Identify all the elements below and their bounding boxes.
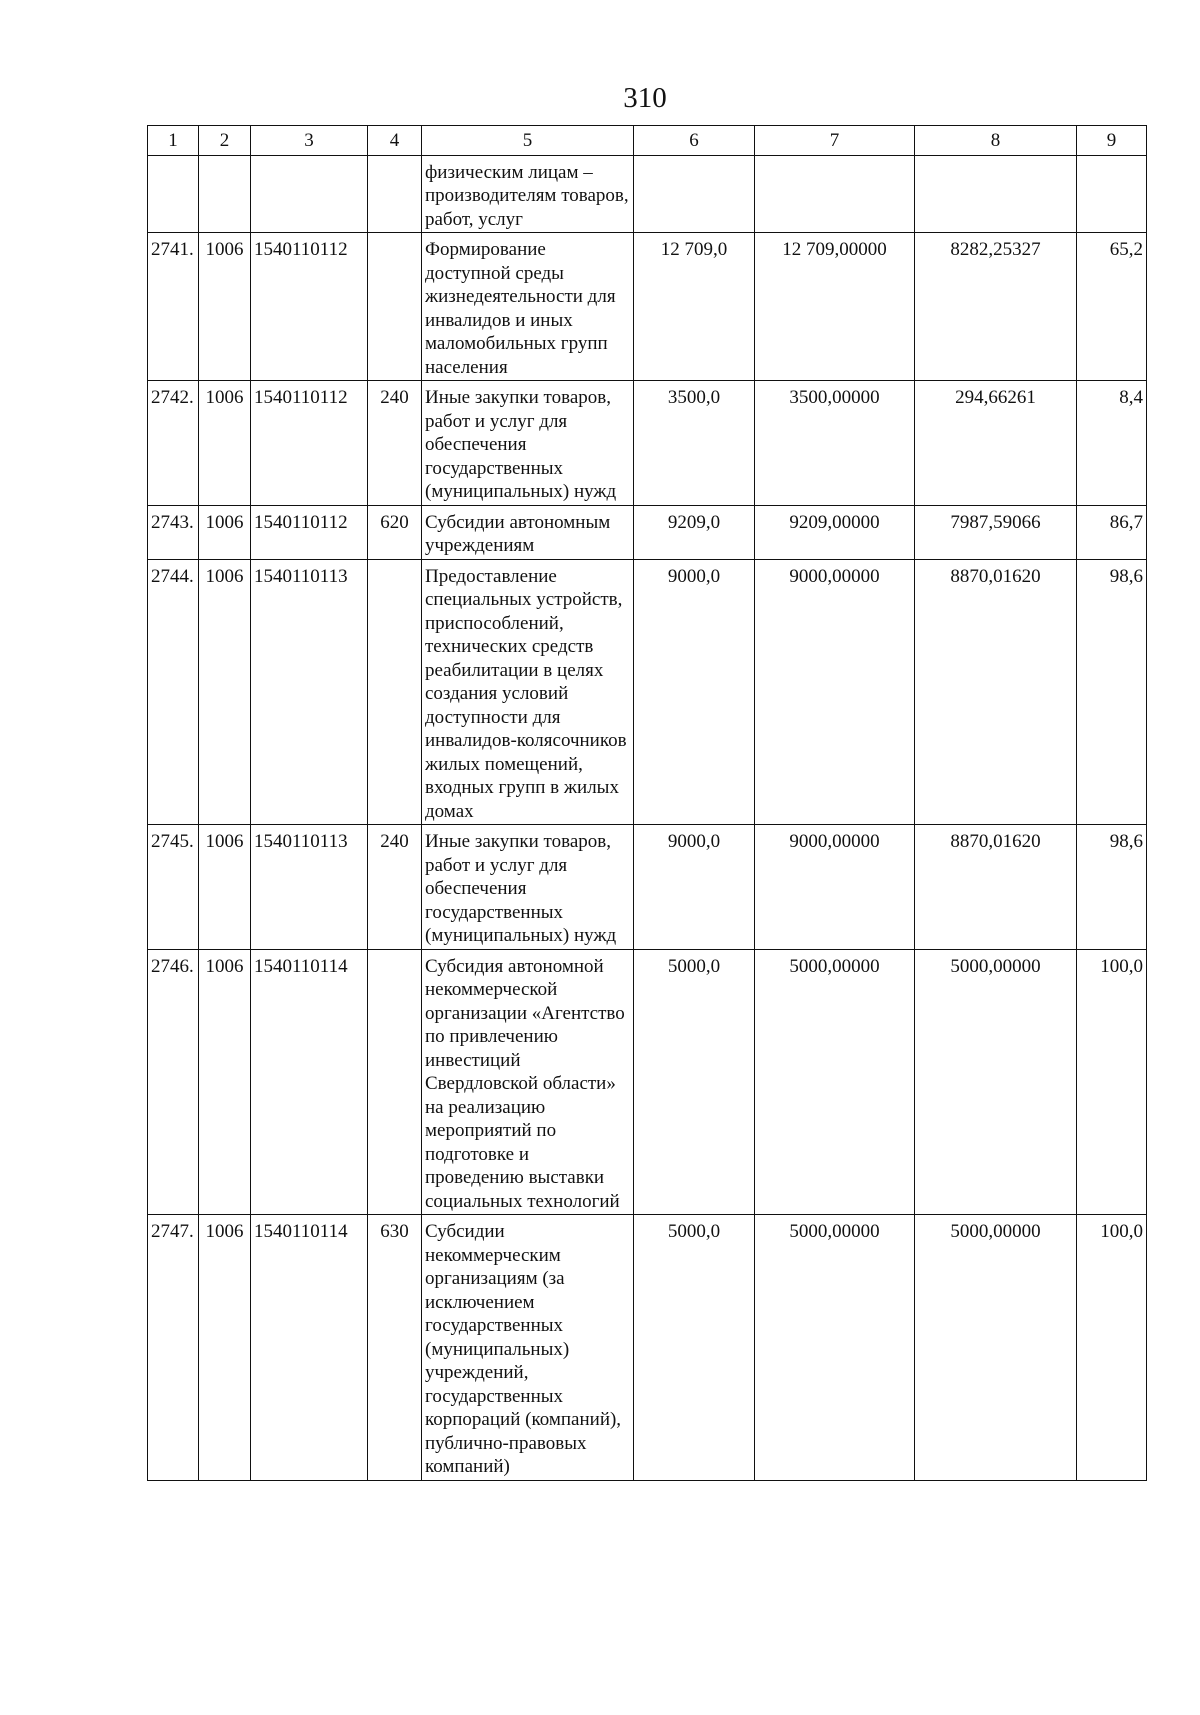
value-col-7: 5000,00000 [755, 949, 915, 1215]
value-col-8: 8870,01620 [915, 559, 1077, 825]
target-article-code: 1540110112 [251, 505, 368, 559]
target-article-code: 1540110113 [251, 825, 368, 950]
header-col-2: 2 [199, 126, 251, 156]
table-row [148, 155, 1147, 233]
header-col-3: 3 [251, 126, 368, 156]
header-col-6: 6 [634, 126, 755, 156]
value-col-7 [755, 155, 915, 233]
header-col-8: 8 [915, 126, 1077, 156]
value-col-8: 5000,00000 [915, 1215, 1077, 1481]
value-col-7: 9000,00000 [755, 825, 915, 950]
percent-col-9: 100,0 [1077, 1215, 1147, 1481]
percent-col-9 [1077, 155, 1147, 233]
value-col-7: 9000,00000 [755, 559, 915, 825]
row-number: 2742. [148, 381, 199, 506]
row-number: 2743. [148, 505, 199, 559]
description: физическим лицам – производителям товаров, работ, услуг [422, 155, 634, 233]
value-col-8: 8870,01620 [915, 825, 1077, 950]
section-code: 1006 [199, 1215, 251, 1481]
value-col-8: 8282,25327 [915, 233, 1077, 381]
table-row [148, 825, 1147, 950]
table-row [148, 381, 1147, 506]
expense-type-code: 240 [368, 825, 422, 950]
table-row [148, 559, 1147, 825]
row-number: 2747. [148, 1215, 199, 1481]
value-col-6 [634, 155, 755, 233]
section-code: 1006 [199, 825, 251, 950]
description: Иные закупки товаров, работ и услуг для обеспечения государственных (муниципальных) нужд [422, 825, 634, 950]
description: Субсидии автономным учреждениям [422, 505, 634, 559]
row-number: 2741. [148, 233, 199, 381]
target-article-code [251, 155, 368, 233]
section-code: 1006 [199, 559, 251, 825]
value-col-8: 7987,59066 [915, 505, 1077, 559]
target-article-code: 1540110112 [251, 233, 368, 381]
value-col-6: 5000,0 [634, 949, 755, 1215]
target-article-code: 1540110114 [251, 1215, 368, 1481]
expense-type-code [368, 155, 422, 233]
value-col-7: 3500,00000 [755, 381, 915, 506]
expense-type-code [368, 233, 422, 381]
expense-type-code: 630 [368, 1215, 422, 1481]
row-number [148, 155, 199, 233]
row-number: 2745. [148, 825, 199, 950]
section-code: 1006 [199, 505, 251, 559]
page-number: 310 [623, 82, 667, 114]
description: Иные закупки товаров, работ и услуг для обеспечения государственных (муниципальных) нужд [422, 381, 634, 506]
row-number: 2746. [148, 949, 199, 1215]
description: Формирование доступной среды жизнедеятельности для инвалидов и иных маломобильных групп населения [422, 233, 634, 381]
description: Субсидия автономной некоммерческой организации «Агентство по привлечению инвестиций Свердловской области» на реализацию мероприятий по подготовке и проведению выставки социальных технологий [422, 949, 634, 1215]
budget-table [147, 125, 1147, 1481]
value-col-7: 9209,00000 [755, 505, 915, 559]
expense-type-code [368, 949, 422, 1215]
expense-type-code: 620 [368, 505, 422, 559]
description: Предоставление специальных устройств, приспособлений, технических средств реабилитации в целях создания условий доступности для инвалидов-колясочников жилых помещений, входных групп в жилых домах [422, 559, 634, 825]
value-col-7: 5000,00000 [755, 1215, 915, 1481]
value-col-6: 9000,0 [634, 825, 755, 950]
header-col-4: 4 [368, 126, 422, 156]
row-number: 2744. [148, 559, 199, 825]
header-col-5: 5 [422, 126, 634, 156]
header-row [148, 126, 1147, 156]
header-col-7: 7 [755, 126, 915, 156]
value-col-6: 5000,0 [634, 1215, 755, 1481]
percent-col-9: 98,6 [1077, 825, 1147, 950]
section-code: 1006 [199, 233, 251, 381]
table-row [148, 233, 1147, 381]
expense-type-code: 240 [368, 381, 422, 506]
value-col-6: 12 709,0 [634, 233, 755, 381]
table-row [148, 949, 1147, 1215]
value-col-6: 3500,0 [634, 381, 755, 506]
value-col-8 [915, 155, 1077, 233]
section-code: 1006 [199, 949, 251, 1215]
target-article-code: 1540110112 [251, 381, 368, 506]
header-col-1: 1 [148, 126, 199, 156]
section-code [199, 155, 251, 233]
percent-col-9: 8,4 [1077, 381, 1147, 506]
description: Субсидии некоммерческим организациям (за исключением государственных (муниципальных) учреждений, государственных корпораций (компаний), публично-правовых компаний) [422, 1215, 634, 1481]
table-row [148, 1215, 1147, 1481]
header-col-9: 9 [1077, 126, 1147, 156]
value-col-6: 9209,0 [634, 505, 755, 559]
section-code: 1006 [199, 381, 251, 506]
percent-col-9: 86,7 [1077, 505, 1147, 559]
target-article-code: 1540110114 [251, 949, 368, 1215]
table-row [148, 505, 1147, 559]
percent-col-9: 100,0 [1077, 949, 1147, 1215]
value-col-8: 294,66261 [915, 381, 1077, 506]
percent-col-9: 98,6 [1077, 559, 1147, 825]
value-col-8: 5000,00000 [915, 949, 1077, 1215]
value-col-6: 9000,0 [634, 559, 755, 825]
expense-type-code [368, 559, 422, 825]
target-article-code: 1540110113 [251, 559, 368, 825]
value-col-7: 12 709,00000 [755, 233, 915, 381]
percent-col-9: 65,2 [1077, 233, 1147, 381]
